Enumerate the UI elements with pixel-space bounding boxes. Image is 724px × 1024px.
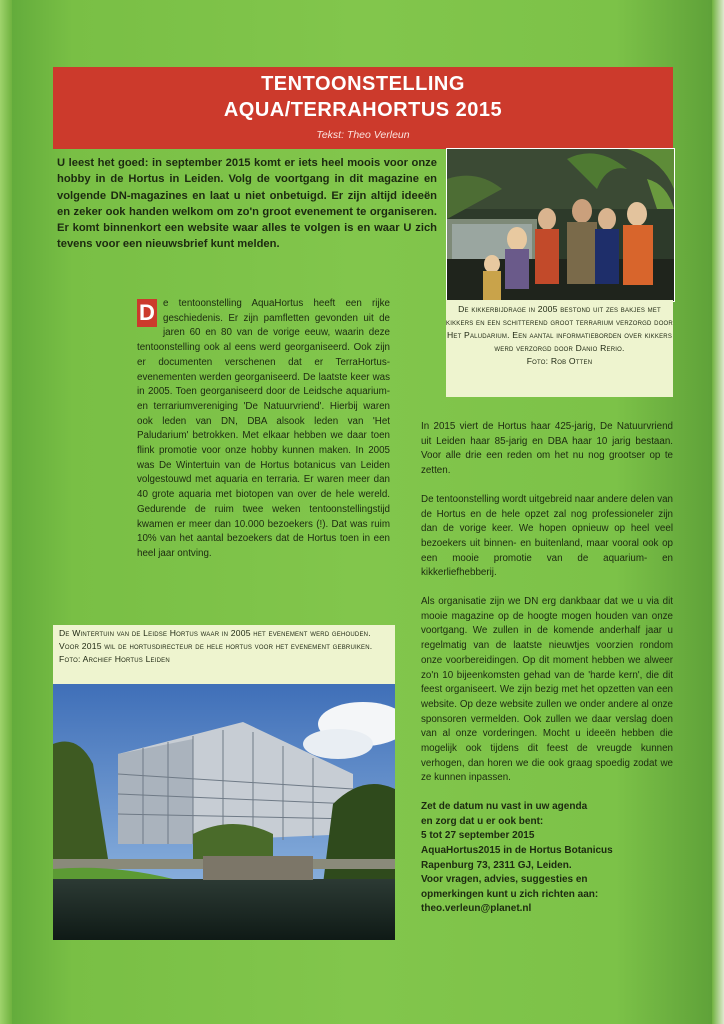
closing-line-3: 5 tot 27 september 2015 [421,830,535,842]
kids-photo-caption [446,300,673,397]
right-column-paragraph-2: De tentoonstelling wordt uitgebreid naar andere delen van de Hortus en de hele opzet zal nog professioneler zijn dan de vorige keer. We hopen opnieuw op heel veel bezoekers uit binnen- en buitenland, maar vooral ook op een mooie promotie van de aquarium- en kikkerliefhebberij. [421,493,673,579]
closing-line-2: en zorg dat u er ook bent: [421,815,544,827]
closing-line-4: AquaHortus2015 in de Hortus Botanicus [421,844,613,856]
garden-photo-caption [53,625,395,684]
left-column-text: e tentoonstelling AquaHortus heeft een rijke geschiedenis. Er zijn pamfletten gevonden uit de jaren 60 en 80 van de vorige eeuw, waarin deze tentoonstelling ook al eens werd georganiseerd. Ook zijn er documenten verschenen dat er TerraHortus-evenementen werden georganiseerd. De laatste keer was in 2005. Toen georganiseerd door de Leidsche aquarium- en terrariumvereniging 'De Natuurvriend'. Hierbij waren ook leden van DN, DBA alsook leden van 'Het Paludarium' betrokken. Met elkaar hebben we daar toen flink promotie voor onze hobby kunnen maken. In 2005 was De Wintertuin van de Hortus botanicus van Leiden volgestouwd met aquaria en terraria. Er waren meer dan 40 grote aquaria met biotopen van over de hele wereld. Gedurende de ruim twee weken tentoonstellingstijd kwamen er meer dan 10.000 bezoekers (!). Dat was ruim 10% van het aantal bezoekers dat de Hortus toen in een heel jaar ontving. [137,298,390,559]
garden-caption-credit: Foto: Archief Hortus Leiden [59,654,170,664]
closing-block [421,800,673,917]
left-column [137,297,390,562]
closing-line-1: Zet de datum nu vast in uw agenda [421,801,588,813]
author-byline: Tekst: Theo Verleun [316,129,410,141]
intro-paragraph: U leest het goed: in september 2015 komt er iets heel moois voor onze hobby in de Hortus in Leiden. Volg de voortgang in dit magazine en volgende DN-magazines en laat u niet onbetuigd. Er zijn altijd ideeën en zeker ook handen welkom om zo'n groot evenement te organiseren. Er komt binnenkort een website waar alles te volgen is en waar U zich tevens voor een nieuwsbrief kunt melden. [57,157,437,251]
closing-line-5: Rapenburg 73, 2311 GJ, Leiden. [421,859,572,871]
garden-caption-text: De Wintertuin van de Leidse Hortus waar in 2005 het evenement werd gehouden. Voor 2015 wil de hortusdirecteur de hele hortus voor het evenement gebruiken. [59,628,373,651]
title-line-2: AQUA/TERRAHORTUS 2015 [223,99,503,121]
closing-line-6: Voor vragen, advies, suggesties en [421,874,588,886]
title-line-1: TENTOONSTELLING [261,73,465,95]
kids-terrarium-photo [446,148,675,302]
intro-block [57,155,437,253]
page-edge-right [712,0,724,1024]
kids-caption-credit: Foto: Rob Otten [526,356,593,366]
right-column-paragraph-1: In 2015 viert de Hortus haar 425-jarig, De Natuurvriend uit Leiden haar 85-jarig en DBA haar 10 jarig bestaan. Voor alle drie een reden om het nu nog grootser op te zetten. [421,421,673,477]
dropcap-letter: D [137,299,157,327]
right-column [421,420,673,917]
contact-email: theo.verleun@planet.nl [421,903,532,915]
closing-line-7: opmerkingen kunt u zich richten aan: [421,888,599,900]
right-column-paragraph-3: Als organisatie zijn we DN erg dankbaar dat we u via dit mooie magazine op de hoogte mogen houden van onze voortgang. We zullen in de komende anderhalf jaar u regelmatig van de laatste nieuwtjes voorzien rondom onze voorbereidingen. Op dit moment hebben we alweer zo'n 10 bijeenkomsten gehad van de 'harde kern', die dit feest organiseert. We zijn bezig met het opzetten van een website. Op deze website zullen we onder andere al onze sponsoren vermelden. Ook zullen we daar verslag doen van al onze vorderingen. Mocht u ideeën hebben die mogelijk ook tijdens dit feest de vreugde kunnen verhogen, dan horen we die ook graag spoedig zodat we ze kunnen inpassen. [421,596,673,784]
title-banner [53,67,673,149]
page-edge-left [0,0,12,1024]
wintertuin-photo [53,684,395,940]
kids-caption-text: De kikkerbijdrage in 2005 bestond uit zes bakjes met kikkers en een schitterend groot terrarium verzorgd door Het Paludarium. Een aantal informatieborden over kikkers werd verzorgd door Danio Rerio. [446,304,673,353]
